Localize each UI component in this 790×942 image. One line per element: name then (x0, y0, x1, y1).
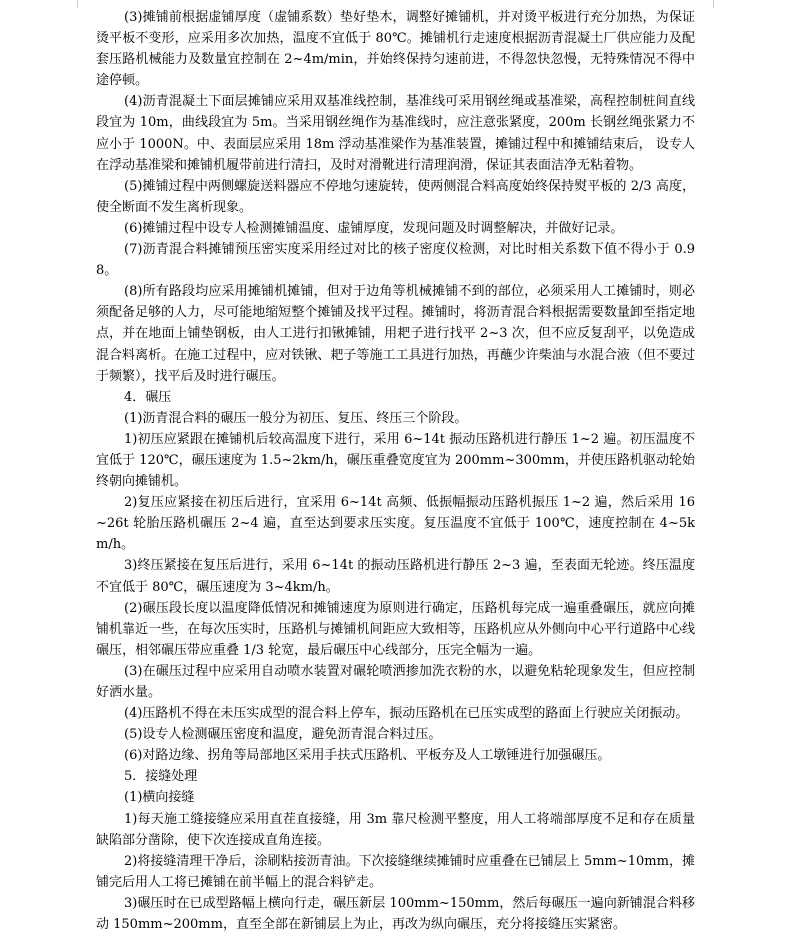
subheading-transverse-joint: (1)横向接缝 (124, 790, 195, 806)
paragraph-no-parking: (4)压路机不得在未压实成型的混合料上停车，振动压路机在已压实成型的路面上行驶应关闭振动。 (124, 706, 689, 722)
paragraph-screw-feeder: (5)摊铺过程中两侧螺旋送料器应不停地匀速旋转，使两侧混合料高度始终保持熨平板的 2/3 高度，使全断面不发生离析现象。 (96, 178, 695, 215)
paragraph-initial-compaction: 1)初压应紧跟在摊铺机后较高温度下进行，采用 6~14t 振动压路机进行静压 1~2 遍。初压温度不宜低于 120℃，碾压速度为 1.5~2km/h，碾压重叠宽度宜为 200mm~300mm，并使压路机驱动轮始终朝向摊铺机。 (96, 431, 695, 490)
paragraph-compaction-stages: (1)沥青混合料的碾压一般分为初压、复压、终压三个阶段。 (124, 410, 468, 426)
section-heading-joints: 5．接缝处理 (124, 769, 198, 785)
paragraph-joint-cleaning: 2)将接缝清理干净后，涂刷粘接沥青油。下次接缝继续摊铺时应重叠在已铺层上 5mm~10mm，摊铺完后用人工将已摊铺在前半幅上的混合料铲走。 (96, 853, 695, 890)
paragraph-joint-rolling: 3)碾压时在已成型路幅上横向行走，碾压新层 100mm~150mm，然后每碾压一遍向新铺混合料移动 150mm~200mm，直至全部在新铺层上为止，再改为纵向碾压，充分将接缝压实紧密。 (96, 895, 695, 933)
margin-mark-left (77, 0, 78, 8)
paragraph-reference-line: (4)沥青混凝土下面层摊铺应采用双基准线控制，基准线可采用钢丝绳或基准梁，高程控制桩间直线段宜为 10m，曲线段宜为 5m。当采用钢丝绳作为基准线时，应注意张紧度，200m 长钢丝绳张紧力不应小于 1000N。中、表面层应采用 18m 浮动基准梁作为基准装置，摊铺过程中和摊铺结束后， 设专人在浮动基准梁和摊铺机履带前进行清扫，及时对滑靴进行清理润滑，保证其表面洁净无粘着物。 (96, 94, 695, 173)
paragraph-final-compaction: 3)终压紧接在复压后进行，采用 6~14t 的振动压路机进行静压 2~3 遍，至表面无轮迹。终压温度不宜低于 80℃，碾压速度为 3~4km/h。 (96, 558, 695, 595)
paragraph-water-spray: (3)在碾压过程中应采用自动喷水装置对碾轮喷洒掺加洗衣粉的水，以避免粘轮现象发生，但应控制好洒水量。 (96, 663, 695, 700)
section-heading-compaction: 4．碾压 (124, 389, 172, 405)
paragraph-daily-joint: 1)每天施工缝接缝应采用直茬直接缝，用 3m 靠尺检测平整度，用人工将端部厚度不足和存在质量缺陷部分凿除，使下次连接成直角连接。 (96, 811, 695, 848)
paragraph-density-gauge: (7)沥青混合料摊铺预压密实度采用经过对比的核子密度仪检测，对比时相关系数下值不得小于 0.98。 (96, 242, 695, 279)
paragraph-density-inspection: (5)设专人检测碾压密度和温度，避免沥青混合料过压。 (124, 727, 442, 743)
paragraph-compaction-length: (2)碾压段长度以温度降低情况和摊铺速度为原则进行确定，压路机每完成一遍重叠碾压，就应向摊铺机靠近一些，在每次压实时，压路机与摊铺机间距应大致相等，压路机应从外侧向中心平行道路中心线碾压，相邻碾压带应重叠 1/3 轮宽，最后碾压中心线部分，压完全幅为一遍。 (96, 600, 695, 658)
paragraph-secondary-compaction: 2)复压应紧接在初压后进行，宜采用 6~14t 高频、低振幅振动压路机振压 1~2 遍，然后采用 16~26t 轮胎压路机碾压 2~4 遍，直至达到要求压实度。复压温度不宜低于 100℃，速度控制在 4~5km/h。 (96, 495, 695, 553)
margin-mark-right (713, 0, 714, 8)
paragraph-manual-paving: (8)所有路段均应采用摊铺机摊铺，但对于边角等机械摊铺不到的部位，必须采用人工摊铺时，则必须配备足够的人力，尽可能地缩短整个摊铺及找平过程。摊铺时，将沥青混合料根据需要数量卸至指定地点，并在地面上铺垫钢板，由人工进行扣锹摊铺，用耙子进行找平 2~3 次，但不应反复刮平，以免造成混合料离析。在施工过程中，应对铁锹、耙子等施工工具进行加热，再蘸少许柴油与水混合液（但不要过于频繁），找平后及时进行碾压。 (96, 284, 695, 384)
document-body (96, 7, 695, 935)
paragraph-temperature-check: (6)摊铺过程中设专人检测摊铺温度、虚铺厚度，发现问题及时调整解决，并做好记录。 (124, 220, 624, 236)
paragraph-edge-compaction: (6)对路边缘、拐角等局部地区采用手扶式压路机、平板夯及人工墩锤进行加强碾压。 (124, 748, 611, 764)
paragraph-paving-preheat: (3)摊铺前根据虚铺厚度（虚铺系数）垫好垫木，调整好摊铺机，并对烫平板进行充分加热，为保证烫平板不变形，应采用多次加热，温度不宜低于 80℃。摊铺机行走速度根据沥青混凝土厂供应能力及配套压路机械能力及数量宜控制在 2~4m/min，并始终保持匀速前进，不得忽快忽慢，无特殊情况不得中途停顿。 (96, 10, 695, 89)
